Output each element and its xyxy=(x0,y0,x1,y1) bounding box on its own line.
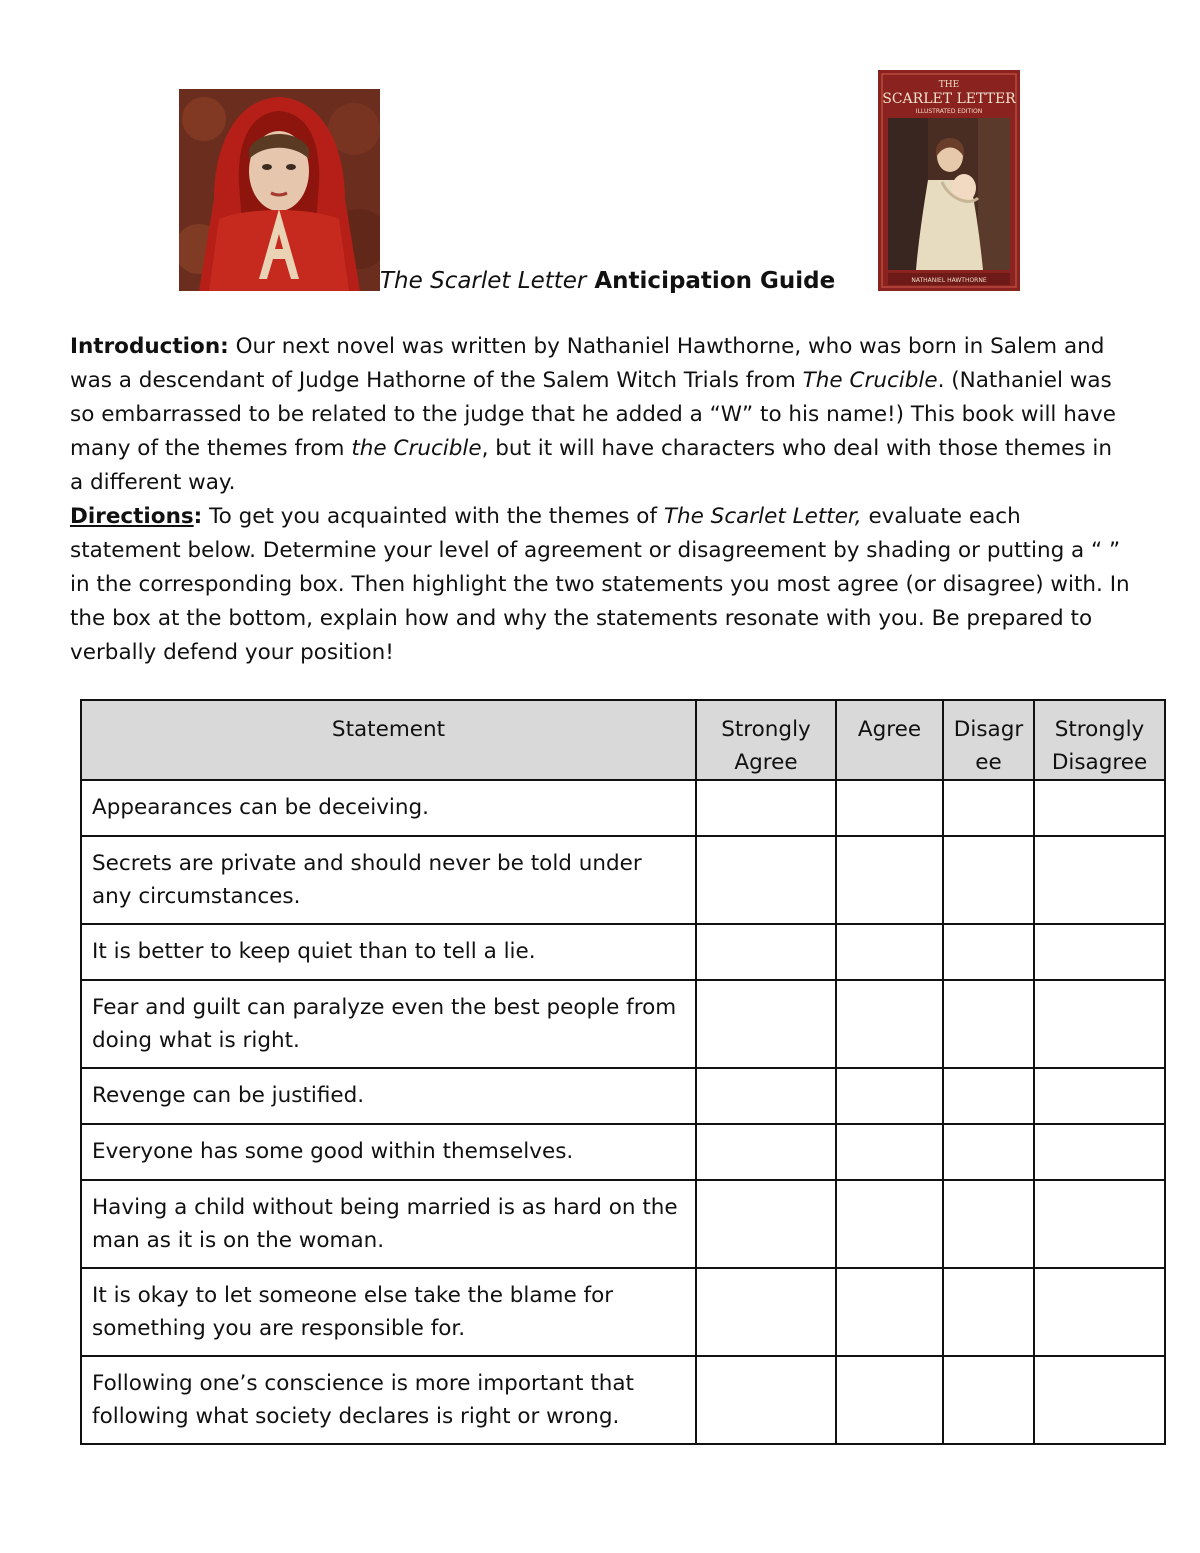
introduction-text-2: . (Nathaniel was so embarrassed to be related to the judge that he added a “W” to his name!) This book will have many of the themes from xyxy=(70,368,1116,461)
disagree-box[interactable] xyxy=(943,836,1034,924)
statement-cell: It is okay to let someone else take the blame for something you are responsible for. xyxy=(81,1268,696,1356)
strongly-agree-box[interactable] xyxy=(696,1268,836,1356)
disagree-box[interactable] xyxy=(943,1268,1034,1356)
table-row xyxy=(81,1124,1165,1180)
directions-colon: : xyxy=(193,504,203,529)
strongly-agree-box[interactable] xyxy=(696,1068,836,1124)
strongly-disagree-box[interactable] xyxy=(1034,836,1165,924)
table-row xyxy=(81,1068,1165,1124)
strongly-agree-box[interactable] xyxy=(696,836,836,924)
strongly-disagree-box[interactable] xyxy=(1034,1124,1165,1180)
table-row xyxy=(81,980,1165,1068)
introduction-crucible-title-2: the Crucible xyxy=(351,436,482,461)
anticipation-table xyxy=(80,699,1166,1445)
directions-label: Directions xyxy=(70,504,194,529)
strongly-disagree-box[interactable] xyxy=(1034,980,1165,1068)
agree-box[interactable] xyxy=(836,980,943,1068)
book-cover-image xyxy=(878,70,1020,291)
strongly-disagree-box[interactable] xyxy=(1034,1268,1165,1356)
directions-text-2: evaluate each statement below. Determine your level of agreement or disagreement by shading or putting a “ ” in the corresponding box. Then highlight the two statements you most agree (or disagree) with. In the box at the bottom, explain how and why the statements resonate with you. Be prepared to verbally defend your position! xyxy=(70,504,1130,665)
title-guide-label: Anticipation Guide xyxy=(586,268,836,294)
statement-cell: Having a child without being married is as hard on the man as it is on the woman. xyxy=(81,1180,696,1268)
agree-box[interactable] xyxy=(836,1124,943,1180)
statement-cell: Everyone has some good within themselves. xyxy=(81,1124,696,1180)
strongly-disagree-box[interactable] xyxy=(1034,924,1165,980)
disagree-box[interactable] xyxy=(943,780,1034,836)
statement-cell: Appearances can be deceiving. xyxy=(81,780,696,836)
statement-cell: It is better to keep quiet than to tell a lie. xyxy=(81,924,696,980)
directions-paragraph xyxy=(70,500,1130,670)
agree-box[interactable] xyxy=(836,780,943,836)
table-row xyxy=(81,1268,1165,1356)
disagree-box[interactable] xyxy=(943,980,1034,1068)
agree-box[interactable] xyxy=(836,924,943,980)
agree-box[interactable] xyxy=(836,1356,943,1444)
header-strongly-agree: Strongly Agree xyxy=(696,700,836,780)
cover-line3: ILLUSTRATED EDITION xyxy=(915,108,983,115)
directions-book-title: The Scarlet Letter, xyxy=(663,504,862,529)
header-disagree: Disagr ee xyxy=(943,700,1034,780)
strongly-agree-box[interactable] xyxy=(696,780,836,836)
introduction-label: Introduction: xyxy=(70,334,229,359)
page-title xyxy=(380,264,835,298)
cover-line1: THE xyxy=(938,80,960,90)
strongly-agree-box[interactable] xyxy=(696,1356,836,1444)
statement-cell: Following one’s conscience is more important that following what society declares is right or wrong. xyxy=(81,1356,696,1444)
table-row xyxy=(81,1180,1165,1268)
directions-text: To get you acquainted with the themes of xyxy=(202,504,664,529)
introduction-text: Our next novel was written by Nathaniel Hawthorne, who was born in Salem and was a descendant of Judge Hathorne of the Salem Witch Trials from xyxy=(70,334,1105,393)
agree-box[interactable] xyxy=(836,1068,943,1124)
table-row xyxy=(81,1356,1165,1444)
table-row xyxy=(81,836,1165,924)
agree-box[interactable] xyxy=(836,836,943,924)
header-strongly-disagree: Strongly Disagree xyxy=(1034,700,1165,780)
strongly-disagree-box[interactable] xyxy=(1034,1180,1165,1268)
introduction-crucible-title: The Crucible xyxy=(802,368,938,393)
header-statement: Statement xyxy=(81,700,696,780)
strongly-agree-box[interactable] xyxy=(696,924,836,980)
instructions-block xyxy=(70,330,1130,670)
agree-box[interactable] xyxy=(836,1268,943,1356)
strongly-agree-box[interactable] xyxy=(696,1180,836,1268)
table-row xyxy=(81,924,1165,980)
statement-cell: Secrets are private and should never be told under any circumstances. xyxy=(81,836,696,924)
strongly-agree-box[interactable] xyxy=(696,980,836,1068)
strongly-disagree-box[interactable] xyxy=(1034,780,1165,836)
disagree-box[interactable] xyxy=(943,924,1034,980)
disagree-box[interactable] xyxy=(943,1180,1034,1268)
cover-author: NATHANIEL HAWTHORNE xyxy=(911,277,987,284)
table-header-row xyxy=(81,700,1165,780)
strongly-disagree-box[interactable] xyxy=(1034,1356,1165,1444)
introduction-paragraph xyxy=(70,330,1130,500)
table-row xyxy=(81,780,1165,836)
hooded-woman-image xyxy=(179,89,380,291)
strongly-agree-box[interactable] xyxy=(696,1124,836,1180)
title-book-name: The Scarlet Letter xyxy=(380,268,587,294)
disagree-box[interactable] xyxy=(943,1356,1034,1444)
disagree-box[interactable] xyxy=(943,1124,1034,1180)
cover-line2: SCARLET LETTER xyxy=(882,91,1016,107)
strongly-disagree-box[interactable] xyxy=(1034,1068,1165,1124)
header-agree: Agree xyxy=(836,700,943,780)
introduction-text-3: , but it will have characters who deal with those themes in a different way. xyxy=(70,436,1113,495)
agree-box[interactable] xyxy=(836,1180,943,1268)
statement-cell: Revenge can be justified. xyxy=(81,1068,696,1124)
disagree-box[interactable] xyxy=(943,1068,1034,1124)
statement-cell: Fear and guilt can paralyze even the best people from doing what is right. xyxy=(81,980,696,1068)
